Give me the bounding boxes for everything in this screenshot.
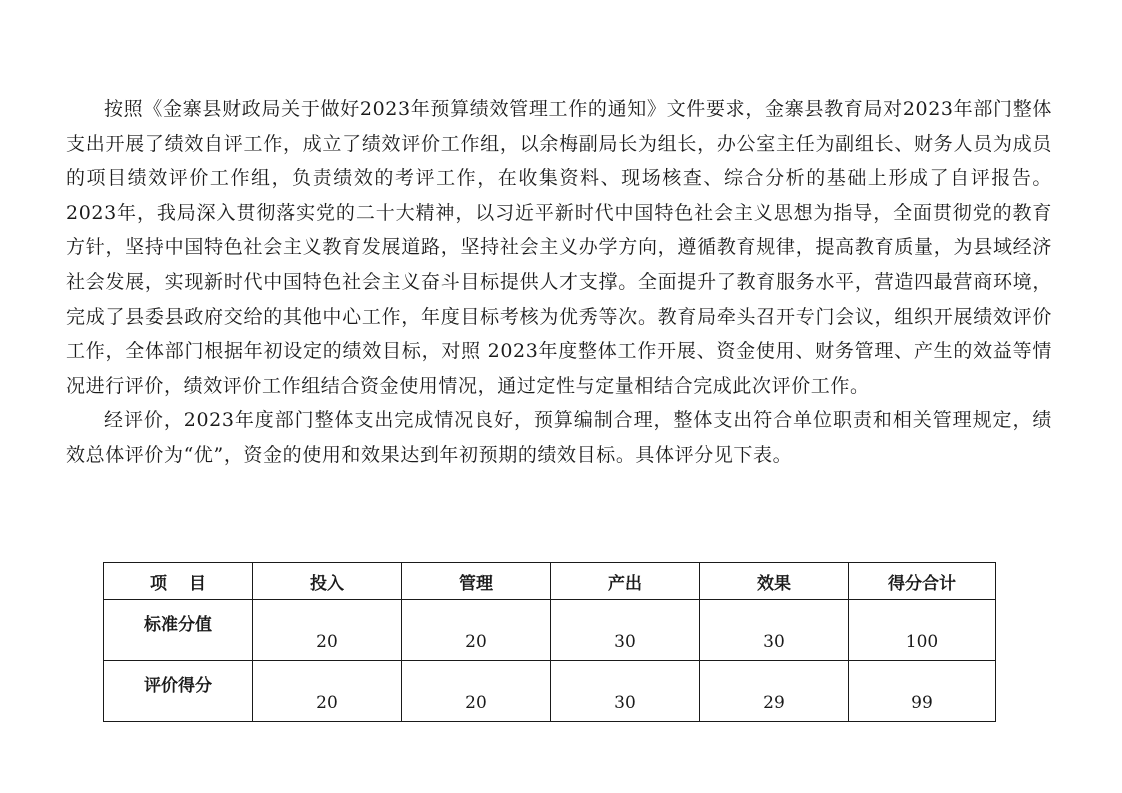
table-header-cell: 效果 bbox=[700, 563, 849, 600]
table-header-cell: 项目 bbox=[104, 563, 253, 600]
table-cell: 20 bbox=[402, 600, 551, 661]
row-label: 评价得分 bbox=[104, 661, 253, 722]
table-cell: 100 bbox=[849, 600, 996, 661]
paragraph-1: 按照《金寨县财政局关于做好2023年预算绩效管理工作的通知》文件要求，金寨县教育局对2023年部门整体支出开展了绩效自评工作，成立了绩效评价工作组，以余梅副局长为组长，办公室主任为副组长、财务人员为成员的项目绩效评价工作组，负责绩效的考评工作，在收集资料、现场核查、综合分析的基础上形成了自评报告。2023年，我局深入贯彻落实党的二十大精神，以习近平新时代中国特色社会主义思想为指导，全面贯彻党的教育方针，坚持中国特色社会主义教育发展道路，坚持社会主义办学方向，遵循教育规律，提高教育质量，为县域经济社会发展，实现新时代中国特色社会主义奋斗目标提供人才支撑。全面提升了教育服务水平，营造四最营商环境，完成了县委县政府交给的其他中心工作，年度目标考核为优秀等次。教育局牵头召开专门会议，组织开展绩效评价工作，全体部门根据年初设定的绩效目标，对照 2023年度整体工作开展、资金使用、财务管理、产生的效益等情况进行评价，绩效评价工作组结合资金使用情况，通过定性与定量相结合完成此次评价工作。 bbox=[66, 98, 1052, 397]
table-cell: 20 bbox=[253, 661, 402, 722]
row-label: 标准分值 bbox=[104, 600, 253, 661]
table-cell: 30 bbox=[551, 661, 700, 722]
paragraph-2: 经评价，2023年度部门整体支出完成情况良好，预算编制合理，整体支出符合单位职责和相关管理规定，绩效总体评价为“优”，资金的使用和效果达到年初预期的绩效目标。具体评分见下表。 bbox=[66, 409, 1052, 466]
table-row bbox=[104, 661, 996, 722]
table-header-cell: 得分合计 bbox=[849, 563, 996, 600]
table-header-cell: 投入 bbox=[253, 563, 402, 600]
table-cell: 20 bbox=[253, 600, 402, 661]
score-table bbox=[103, 562, 996, 722]
table-header-cell: 产出 bbox=[551, 563, 700, 600]
table-cell: 99 bbox=[849, 661, 996, 722]
table-cell: 30 bbox=[700, 600, 849, 661]
table-cell: 29 bbox=[700, 661, 849, 722]
table-header-row bbox=[104, 563, 996, 600]
document-body bbox=[66, 92, 1052, 473]
table-header-cell: 管理 bbox=[402, 563, 551, 600]
table-cell: 30 bbox=[551, 600, 700, 661]
table-cell: 20 bbox=[402, 661, 551, 722]
table-row bbox=[104, 600, 996, 661]
